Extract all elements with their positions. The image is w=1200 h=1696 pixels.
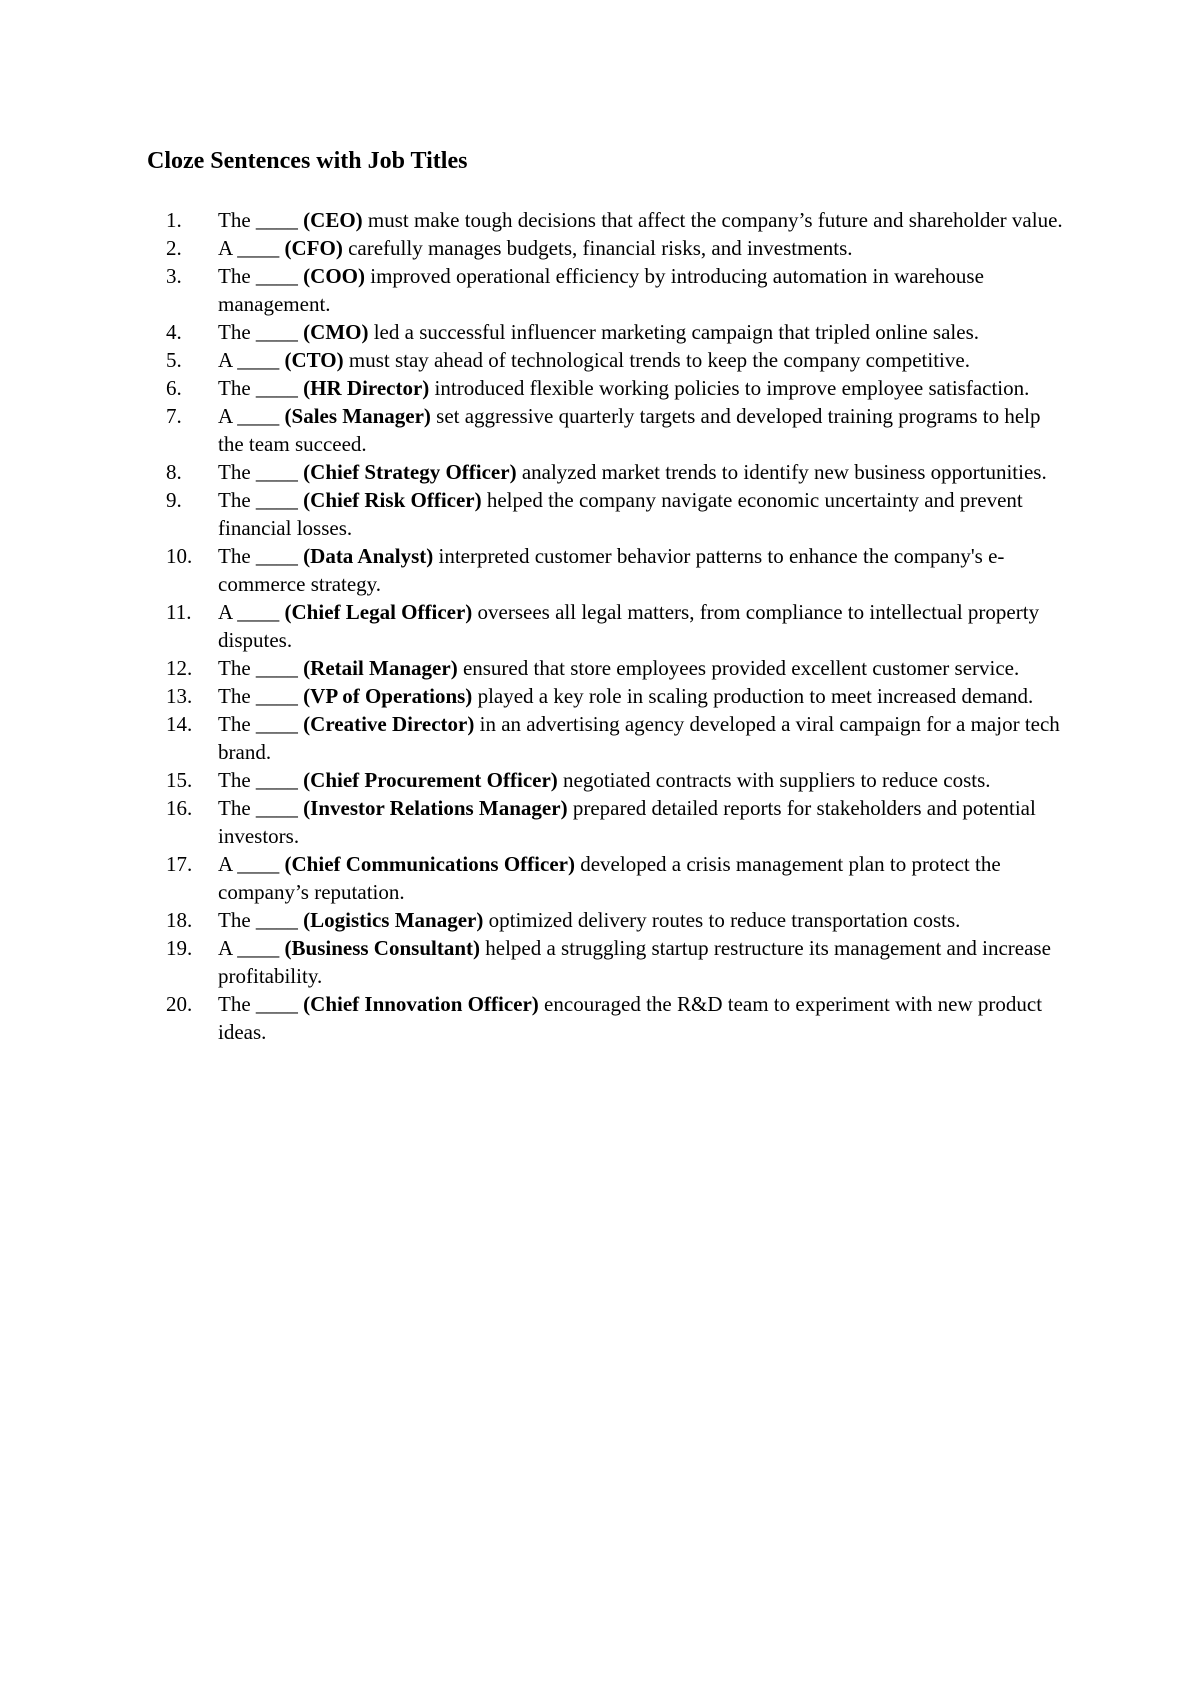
sentence-text <box>218 542 1066 598</box>
sentence-rest: ensured that store employees provided excellent customer service. <box>457 656 1020 680</box>
sentence-item <box>166 934 1066 990</box>
sentence-rest: in an advertising agency developed a viral campaign for a major tech brand. <box>218 712 1060 764</box>
job-title: (Investor Relations Manager) <box>303 796 568 820</box>
item-number: 3. <box>166 264 182 288</box>
item-number: 16. <box>166 796 193 820</box>
sentence-text <box>218 234 1066 262</box>
sentence-text <box>218 598 1066 654</box>
sentence-lead: The ____ <box>218 208 304 232</box>
sentence-lead: The ____ <box>218 908 304 932</box>
job-title: (Sales Manager) <box>284 404 431 428</box>
job-title: (Creative Director) <box>303 712 475 736</box>
item-number: 5. <box>166 348 182 372</box>
sentence-text <box>218 710 1066 766</box>
job-title: (HR Director) <box>303 376 430 400</box>
item-number: 14. <box>166 712 193 736</box>
sentence-lead: The ____ <box>218 460 304 484</box>
job-title: (VP of Operations) <box>303 684 473 708</box>
sentence-rest: analyzed market trends to identify new business opportunities. <box>516 460 1047 484</box>
item-number: 17. <box>166 852 193 876</box>
item-number: 7. <box>166 404 182 428</box>
sentence-rest: negotiated contracts with suppliers to reduce costs. <box>557 768 991 792</box>
sentence-text <box>218 990 1066 1046</box>
sentence-item <box>166 542 1066 598</box>
sentence-lead: The ____ <box>218 320 304 344</box>
sentence-rest: helped the company navigate economic uncertainty and prevent financial losses. <box>218 488 1023 540</box>
sentence-rest: introduced flexible working policies to improve employee satisfaction. <box>429 376 1030 400</box>
sentence-item <box>166 794 1066 850</box>
item-number: 10. <box>166 544 193 568</box>
item-number: 13. <box>166 684 193 708</box>
sentence-item <box>166 206 1066 234</box>
item-number: 12. <box>166 656 193 680</box>
job-title: (CEO) <box>303 208 363 232</box>
sentence-lead: The ____ <box>218 684 304 708</box>
job-title: (CFO) <box>284 236 343 260</box>
item-number: 20. <box>166 992 193 1016</box>
sentence-item <box>166 766 1066 794</box>
sentence-lead: The ____ <box>218 796 304 820</box>
sentence-rest: encouraged the R&D team to experiment with new product ideas. <box>218 992 1043 1044</box>
job-title: (Chief Procurement Officer) <box>303 768 558 792</box>
sentence-lead: The ____ <box>218 992 304 1016</box>
sentence-rest: played a key role in scaling production to meet increased demand. <box>472 684 1034 708</box>
sentence-rest: improved operational efficiency by introducing automation in warehouse management. <box>218 264 984 316</box>
job-title: (Business Consultant) <box>284 936 480 960</box>
sentence-rest: interpreted customer behavior patterns to enhance the company's e-commerce strategy. <box>218 544 1005 596</box>
sentence-lead: The ____ <box>218 544 304 568</box>
sentence-text <box>218 850 1066 906</box>
sentence-text <box>218 374 1066 402</box>
sentence-lead: A ____ <box>218 852 285 876</box>
sentence-rest: must stay ahead of technological trends to keep the company competitive. <box>343 348 970 372</box>
sentence-list <box>166 206 1066 1046</box>
job-title: (CTO) <box>284 348 344 372</box>
sentence-item <box>166 850 1066 906</box>
sentence-text <box>218 206 1066 234</box>
sentence-lead: The ____ <box>218 488 304 512</box>
sentence-text <box>218 402 1066 458</box>
sentence-item <box>166 318 1066 346</box>
job-title: (COO) <box>303 264 365 288</box>
sentence-item <box>166 710 1066 766</box>
job-title: (Chief Legal Officer) <box>284 600 473 624</box>
job-title: (Chief Risk Officer) <box>303 488 482 512</box>
sentence-item <box>166 654 1066 682</box>
sentence-rest: led a successful influencer marketing campaign that tripled online sales. <box>368 320 980 344</box>
sentence-rest: helped a struggling startup restructure its management and increase profitability. <box>218 936 1051 988</box>
sentence-item <box>166 346 1066 374</box>
sentence-rest: prepared detailed reports for stakeholders and potential investors. <box>218 796 1036 848</box>
sentence-item <box>166 374 1066 402</box>
sentence-text <box>218 682 1066 710</box>
item-number: 4. <box>166 320 182 344</box>
sentence-lead: A ____ <box>218 404 285 428</box>
job-title: (Chief Strategy Officer) <box>303 460 517 484</box>
sentence-item <box>166 906 1066 934</box>
item-number: 2. <box>166 236 182 260</box>
sentence-lead: A ____ <box>218 348 285 372</box>
item-number: 11. <box>166 600 192 624</box>
item-number: 18. <box>166 908 193 932</box>
job-title: (Retail Manager) <box>303 656 458 680</box>
sentence-text <box>218 794 1066 850</box>
sentence-item <box>166 598 1066 654</box>
sentence-lead: A ____ <box>218 936 285 960</box>
job-title: (Data Analyst) <box>303 544 434 568</box>
sentence-rest: must make tough decisions that affect the company’s future and shareholder value. <box>362 208 1063 232</box>
sentence-text <box>218 458 1066 486</box>
item-number: 6. <box>166 376 182 400</box>
job-title: (CMO) <box>303 320 369 344</box>
sentence-item <box>166 486 1066 542</box>
sentence-text <box>218 262 1066 318</box>
item-number: 15. <box>166 768 193 792</box>
sentence-text <box>218 318 1066 346</box>
sentence-lead: A ____ <box>218 600 285 624</box>
sentence-lead: The ____ <box>218 376 304 400</box>
sentence-item <box>166 234 1066 262</box>
job-title: (Chief Innovation Officer) <box>303 992 539 1016</box>
sentence-text <box>218 766 1066 794</box>
sentence-lead: The ____ <box>218 264 304 288</box>
sentence-text <box>218 654 1066 682</box>
sentence-lead: A ____ <box>218 236 285 260</box>
job-title: (Logistics Manager) <box>303 908 484 932</box>
sentence-text <box>218 906 1066 934</box>
item-number: 9. <box>166 488 182 512</box>
sentence-rest: set aggressive quarterly targets and developed training programs to help the team succeed. <box>218 404 1041 456</box>
sentence-item <box>166 990 1066 1046</box>
sentence-lead: The ____ <box>218 656 304 680</box>
item-number: 19. <box>166 936 193 960</box>
item-number: 8. <box>166 460 182 484</box>
sentence-rest: optimized delivery routes to reduce transportation costs. <box>483 908 961 932</box>
sentence-item <box>166 262 1066 318</box>
sentence-lead: The ____ <box>218 712 304 736</box>
sentence-text <box>218 486 1066 542</box>
sentence-rest: carefully manages budgets, financial risks, and investments. <box>342 236 853 260</box>
item-number: 1. <box>166 208 182 232</box>
sentence-item <box>166 402 1066 458</box>
sentence-rest: oversees all legal matters, from compliance to intellectual property disputes. <box>218 600 1040 652</box>
sentence-item <box>166 682 1066 710</box>
sentence-text <box>218 346 1066 374</box>
document-title: Cloze Sentences with Job Titles <box>147 148 468 174</box>
sentence-item <box>166 458 1066 486</box>
sentence-text <box>218 934 1066 990</box>
sentence-rest: developed a crisis management plan to protect the company’s reputation. <box>218 852 1001 904</box>
sentence-lead: The ____ <box>218 768 304 792</box>
job-title: (Chief Communications Officer) <box>284 852 575 876</box>
